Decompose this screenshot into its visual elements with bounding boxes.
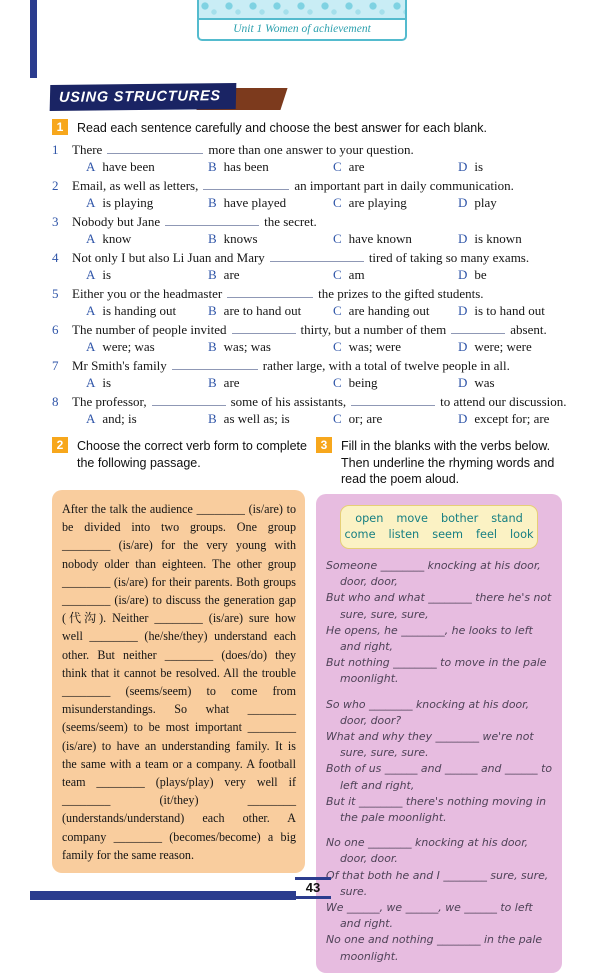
option-letter: A	[86, 339, 96, 354]
question-number: 6	[52, 322, 59, 337]
option	[458, 302, 564, 319]
option-text: or; are	[348, 411, 383, 426]
option-text: and; is	[102, 411, 137, 426]
option-letter: A	[86, 231, 96, 246]
option-letter: C	[333, 339, 342, 354]
question	[52, 177, 564, 211]
option-text: are handing out	[348, 303, 430, 318]
option-letter: B	[208, 411, 217, 426]
poem-line: But it ________ there's nothing moving in the pale moonlight.	[326, 794, 547, 825]
question	[52, 321, 564, 355]
question	[52, 141, 564, 175]
answer-blank	[165, 215, 259, 226]
exercise-1-header	[52, 119, 564, 137]
answer-blank	[232, 323, 296, 334]
option	[208, 302, 333, 319]
option	[333, 374, 458, 391]
option-text: was	[474, 375, 495, 390]
option-text: have been	[102, 159, 155, 174]
question-number: 7	[52, 358, 59, 373]
option-text: are	[223, 375, 240, 390]
poem-line: He opens, he ________, he looks to left and right,	[326, 623, 533, 654]
option-text: were; were	[474, 339, 532, 354]
verb-bank-word: seem	[432, 528, 464, 541]
exercise-2-header	[52, 437, 308, 471]
question-line	[52, 213, 564, 230]
section-title: USING STRUCTURES	[58, 88, 222, 106]
option-letter: D	[458, 339, 468, 354]
option-text: were; was	[102, 339, 155, 354]
poem-stanza	[326, 697, 552, 827]
option-text: are	[348, 159, 365, 174]
option-text: play	[474, 195, 497, 210]
poem-line: So who ________ knocking at his door, door, door?	[326, 697, 530, 727]
question-sentence: There more than one answer to your question.	[72, 142, 414, 157]
option-text: except for; are	[474, 411, 550, 426]
option	[458, 266, 564, 283]
question-number: 3	[52, 214, 59, 229]
option-letter: C	[333, 159, 342, 174]
exercise-2-number-badge: 2	[52, 437, 68, 453]
poem-stanza	[326, 835, 552, 965]
option-letter: C	[333, 267, 342, 282]
poem-line: Both of us ______ and ______ and ______ to left and right,	[326, 762, 553, 792]
option-text: is to hand out	[474, 303, 545, 318]
option-row	[52, 410, 564, 427]
question-number: 4	[52, 250, 59, 265]
option-row	[52, 338, 564, 355]
answer-blank	[351, 395, 435, 406]
option-letter: A	[86, 195, 96, 210]
answer-blank	[203, 179, 289, 190]
option-letter: A	[86, 267, 96, 282]
verb-bank-word: look	[510, 528, 534, 541]
option-text: being	[348, 375, 378, 390]
option	[86, 338, 208, 355]
option-letter: A	[86, 375, 96, 390]
option	[86, 158, 208, 175]
option-letter: A	[86, 411, 96, 426]
option-text: know	[102, 231, 132, 246]
option-text: has been	[223, 159, 269, 174]
option-letter: B	[208, 375, 217, 390]
verb-bank	[340, 505, 538, 549]
question	[52, 357, 564, 391]
option	[208, 194, 333, 211]
option-letter: D	[458, 267, 468, 282]
water-drops-graphic	[199, 0, 405, 20]
option	[333, 338, 458, 355]
verb-bank-word: feel	[476, 528, 498, 541]
poem-line: No one ________ knocking at his door, door, door.	[326, 836, 529, 866]
option-text: are playing	[348, 195, 407, 210]
verb-bank-word: listen	[388, 528, 420, 541]
option-text: was; were	[348, 339, 402, 354]
passage-box	[52, 490, 305, 873]
question-sentence: Either you or the headmaster the prizes to the gifted students.	[72, 286, 484, 301]
passage-text: After the talk the audience ________ (is/are) to be divided into two groups. One group ________ (is/are) for the very young with nobody older than eighteen. The other group ________ (is/are) for their parents. Both groups ________ (is/are) to discuss the generation gap (代沟). Neither ________ (is/are) sure how well ________ (he/she/they) understand each other. But neither ________ (does/do) they think that it cannot be resolved. All the trouble ________ (seems/seem) to come from misunderstandings. So what ________ (seems/seem) to be most important ________ (is/are) to have an understanding family. It is the same with a team or a company. A football team ________ (plays/play) very well if ________ (it/they) ________ (understands/understand) each other. A company ________ (becomes/become) a big family for the same reason.	[62, 502, 296, 862]
exercise-3-number-badge: 3	[316, 437, 332, 453]
answer-blank	[227, 287, 313, 298]
exercise-3-instruction: Fill in the blanks with the verbs below. Then underline the rhyming words and read the poem aloud.	[341, 439, 555, 486]
option	[208, 266, 333, 283]
question-sentence: Mr Smith's family rather large, with a total of twelve people in all.	[72, 358, 510, 373]
answer-blank	[107, 143, 203, 154]
question	[52, 213, 564, 247]
page-number: 43	[295, 877, 331, 899]
poem-line: We ______, we ______, we ______ to left and right.	[326, 901, 533, 931]
option-letter: B	[208, 231, 217, 246]
unit-header	[197, 0, 407, 41]
option-letter: D	[458, 411, 468, 426]
exercise-3-header	[316, 437, 564, 488]
option	[458, 158, 564, 175]
option	[333, 194, 458, 211]
option	[208, 338, 333, 355]
option	[86, 230, 208, 247]
option-letter: C	[333, 195, 342, 210]
option-row	[52, 374, 564, 391]
poem-line: No one and nothing ________ in the pale moonlight.	[326, 933, 543, 963]
option	[458, 194, 564, 211]
option-letter: C	[333, 231, 342, 246]
unit-label: Unit 1 Women of achievement	[233, 23, 371, 35]
option	[458, 338, 564, 355]
poem	[326, 558, 552, 965]
option-text: was; was	[223, 339, 271, 354]
option	[333, 302, 458, 319]
verb-bank-row	[345, 527, 533, 543]
option-row	[52, 266, 564, 283]
verb-bank-row	[345, 511, 533, 527]
option-text: have known	[348, 231, 412, 246]
option-letter: B	[208, 303, 217, 318]
verb-bank-word: stand	[491, 512, 523, 525]
option-text: knows	[223, 231, 258, 246]
option	[333, 158, 458, 175]
option-text: is	[474, 159, 484, 174]
option	[208, 158, 333, 175]
question-number: 8	[52, 394, 59, 409]
exercise-1-number-badge: 1	[52, 119, 68, 135]
option-text: are	[223, 267, 240, 282]
option	[458, 374, 564, 391]
option	[86, 410, 208, 427]
option-text: be	[474, 267, 487, 282]
option-text: am	[348, 267, 365, 282]
poem-box	[316, 494, 562, 973]
poem-stanza	[326, 558, 552, 688]
option-letter: B	[208, 339, 217, 354]
option	[333, 266, 458, 283]
option-letter: D	[458, 231, 468, 246]
option-letter: C	[333, 303, 342, 318]
option-letter: C	[333, 411, 342, 426]
option-row	[52, 194, 564, 211]
question-sentence: The number of people invited thirty, but a number of them absent.	[72, 322, 547, 337]
exercise-2-instruction: Choose the correct verb form to complete the following passage.	[77, 439, 307, 470]
option-row	[52, 158, 564, 175]
question-line	[52, 357, 564, 374]
option-text: as well as; is	[223, 411, 290, 426]
option-letter: A	[86, 159, 96, 174]
option	[458, 410, 564, 427]
poem-line: What and why they ________ we're not sure, sure, sure.	[326, 730, 534, 760]
question-number: 2	[52, 178, 59, 193]
option-letter: B	[208, 159, 217, 174]
verb-bank-word: come	[344, 528, 376, 541]
option-letter: B	[208, 195, 217, 210]
option	[208, 230, 333, 247]
question	[52, 249, 564, 283]
answer-blank	[270, 251, 364, 262]
question-sentence: Not only I but also Li Juan and Mary tired of taking so many exams.	[72, 250, 530, 265]
option-letter: B	[208, 267, 217, 282]
option	[86, 266, 208, 283]
option-row	[52, 302, 564, 319]
option-text: is handing out	[102, 303, 177, 318]
option-letter: A	[86, 303, 96, 318]
verb-bank-word: open	[355, 512, 384, 525]
option-letter: D	[458, 159, 468, 174]
question	[52, 393, 567, 427]
option-text: is	[102, 375, 112, 390]
option	[86, 302, 208, 319]
poem-line: Of that both he and I ________ sure, sure, sure.	[326, 868, 549, 898]
poem-line: But who and what ________ there he's not sure, sure, sure,	[326, 591, 552, 621]
option-letter: D	[458, 303, 468, 318]
option-text: are to hand out	[223, 303, 302, 318]
option-text: is	[102, 267, 112, 282]
option	[86, 194, 208, 211]
question-sentence: The professor, some of his assistants, to attend our discussion.	[72, 394, 567, 409]
question-number: 1	[52, 142, 59, 157]
option-row	[52, 230, 564, 247]
exercise-1-instruction: Read each sentence carefully and choose the best answer for each blank.	[77, 121, 487, 135]
option-letter: D	[458, 375, 468, 390]
option-letter: D	[458, 195, 468, 210]
verb-bank-word: move	[396, 512, 428, 525]
option-text: is known	[474, 231, 522, 246]
option-text: is playing	[102, 195, 154, 210]
question-line	[52, 177, 564, 194]
question-sentence: Email, as well as letters, an important part in daily communication.	[72, 178, 514, 193]
left-edge-bar	[30, 0, 37, 78]
answer-blank	[152, 395, 226, 406]
question-line	[52, 141, 564, 158]
poem-line: But nothing ________ to move in the pale moonlight.	[326, 656, 547, 686]
question-line	[52, 285, 564, 302]
verb-bank-word: bother	[440, 512, 479, 525]
option	[333, 410, 458, 427]
question-line	[52, 393, 567, 410]
question-line	[52, 249, 564, 266]
answer-blank	[451, 323, 505, 334]
question	[52, 285, 564, 319]
option-text: have played	[223, 195, 287, 210]
question-number: 5	[52, 286, 59, 301]
answer-blank	[172, 359, 258, 370]
option	[86, 374, 208, 391]
question-sentence: Nobody but Jane the secret.	[72, 214, 317, 229]
section-banner	[50, 84, 290, 111]
question-line	[52, 321, 564, 338]
poem-line: Someone ________ knocking at his door, door, door,	[326, 559, 541, 589]
option	[333, 230, 458, 247]
option-letter: C	[333, 375, 342, 390]
option	[208, 410, 333, 427]
banner-navy-flag	[50, 83, 237, 111]
option	[458, 230, 564, 247]
bottom-edge-bar	[30, 891, 296, 900]
option	[208, 374, 333, 391]
question-list	[52, 141, 567, 429]
